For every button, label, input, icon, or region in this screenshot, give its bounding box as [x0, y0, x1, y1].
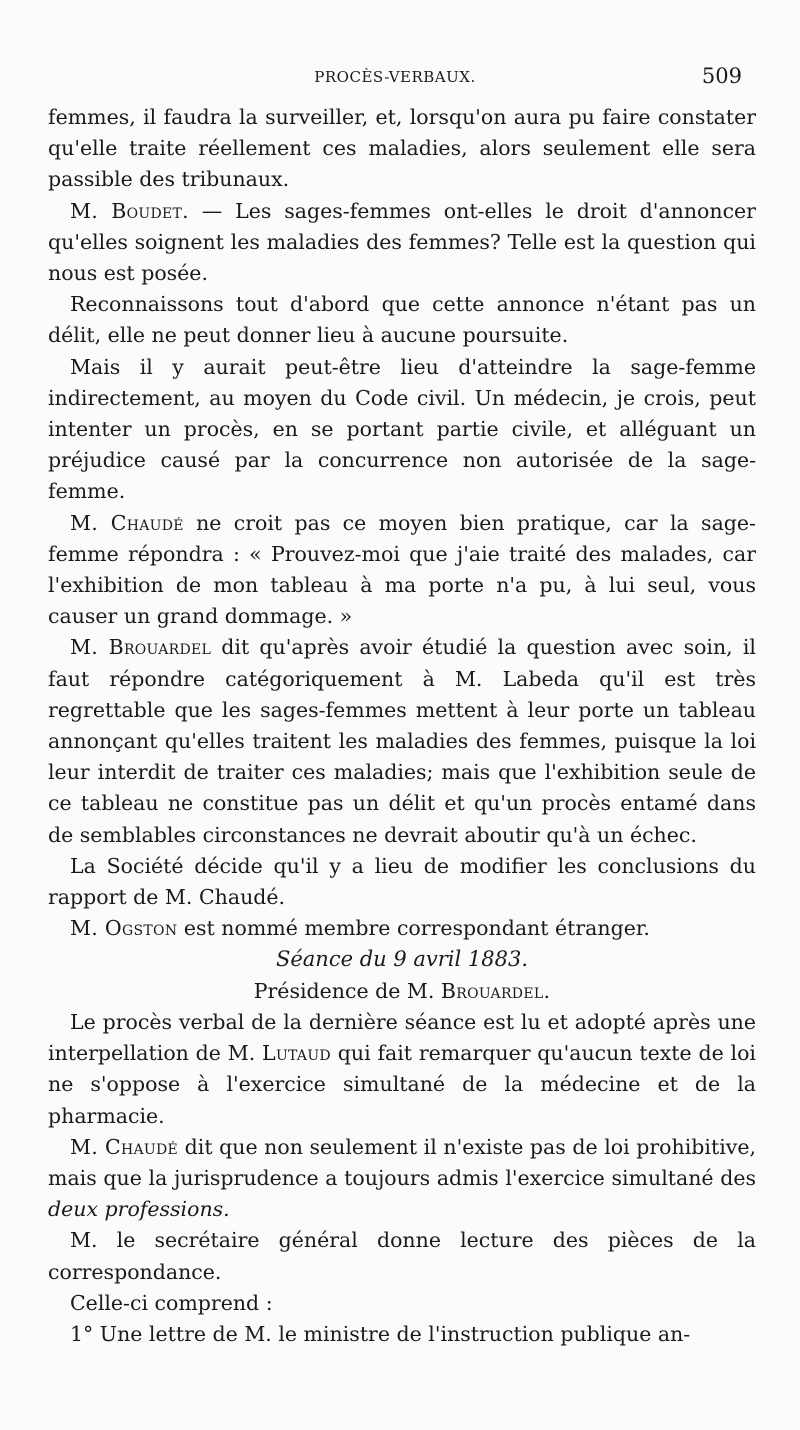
paragraph-7: La Société décide qu'il y a lieu de modifier les conclusions du rapport de M. Chaudé. [48, 853, 756, 910]
paragraph-text: ne croit pas ce moyen bien pratique, car la sage-femme répondra : « Prouvez-moi que j'aie traité des malades, car l'exhibition de mon tableau à ma porte n'a pu, à lui seul, vous causer un grand dommage. » [48, 510, 756, 629]
running-header [48, 62, 742, 92]
speaker-name: M. Brouardel [70, 635, 212, 660]
page-number: 509 [701, 64, 742, 88]
paragraph-13: 1° Une lettre de M. le ministre de l'instruction publique an- [70, 1321, 691, 1346]
paragraph-6 [48, 632, 756, 850]
speaker-name: Lutaud [262, 1041, 331, 1066]
body-text [48, 102, 756, 1350]
paragraph-text: dit qu'après avoir étudié la question avec soin, il faut répondre catégoriquement à M. Labeda qu'il est très regrettable que les sages-femmes mettent à leur porte un tableau annonçant qu'elles traitent les maladies des femmes, puisque la loi leur interdit de traiter ces maladies; mais que l'exhibition seule de ce tableau ne constitue pas un délit et qu'un procès entamé dans de semblables circonstances ne devrait aboutir qu'à un échec. [48, 635, 756, 847]
paragraph-1: femmes, il faudra la surveiller, et, lorsqu'on aura pu faire constater qu'elle traite réellement ces maladies, alors seulement elle sera passible des tribunaux. [48, 105, 756, 192]
paragraph-12: Celle-ci comprend : [70, 1290, 273, 1315]
paragraph-9 [48, 1007, 756, 1132]
paragraph-text: est nommé membre correspondant étranger. [177, 916, 650, 941]
italic-text: deux professions. [48, 1197, 230, 1222]
paragraph-8 [48, 913, 756, 944]
seance-title: Séance du 9 avril 1883. [275, 947, 529, 972]
paragraph-11: M. le secrétaire général donne lecture des pièces de la correspondance. [48, 1228, 756, 1284]
paragraph-text: dit que non seulement il n'existe pas de loi prohibitive, mais que la jurisprudence a toujours admis l'exercice simultané des [48, 1134, 756, 1190]
president-name: Brouardel. [440, 978, 551, 1003]
speaker-name: M. Ogston [70, 916, 178, 941]
speaker-name: M. Chaudé [70, 510, 184, 535]
paragraph-3: Reconnaissons tout d'abord que cette annonce n'étant pas un délit, elle ne peut donner lieu à aucune poursuite. [48, 292, 756, 348]
speaker-name: M. Boudet. [70, 198, 189, 223]
paragraph-text: — Les sages-femmes ont-elles le droit d'annoncer qu'elles soignent les maladies des femmes? Telle est la question qui nous est posée. [48, 198, 756, 286]
paragraph-text: qui fait remarquer qu'aucun texte de loi ne s'oppose à l'exercice simultané de la médecine et de la pharmacie. [48, 1041, 756, 1128]
speaker-name: M. Chaudé [70, 1134, 179, 1159]
paragraph-text: Le procès verbal de la dernière séance est lu et adopté après une interpellation de M. [48, 1009, 756, 1066]
paragraph-10 [48, 1132, 756, 1226]
paragraph-4: Mais il y aurait peut-être lieu d'atteindre la sage-femme indirectement, au moyen du Code civil. Un médecin, je crois, peut intenter un procès, en se portant partie civile, et alléguant un préjudice causé par la concurrence non autorisée de la sage-femme. [48, 354, 756, 504]
presidence-line [48, 976, 756, 1007]
running-title: PROCÈS-VERBAUX. [314, 68, 476, 86]
paragraph-2 [48, 196, 756, 290]
paragraph-5 [48, 508, 756, 633]
presidence-prefix: Présidence de M. [253, 978, 441, 1003]
